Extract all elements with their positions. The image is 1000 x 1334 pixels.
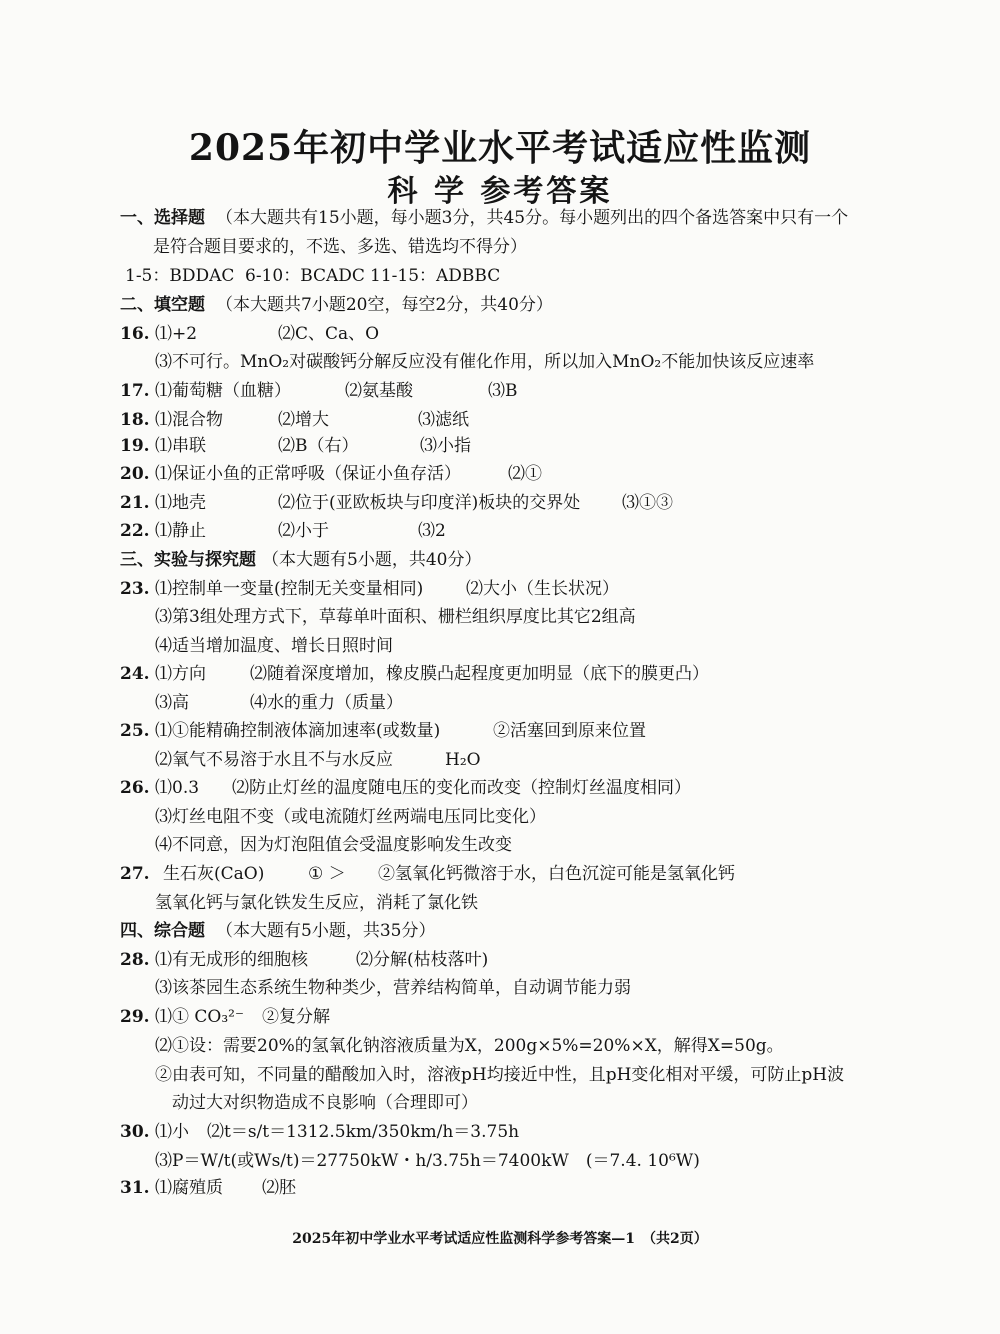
question-16-line2 bbox=[0, 348, 1000, 376]
answer-part-2: ⑵小于 bbox=[278, 521, 329, 541]
answer-part-2: ⑵大小（生长状况） bbox=[466, 579, 619, 599]
answer-part-1: ⑴地壳 bbox=[155, 493, 206, 513]
answer-part-3: ⑵氧气不易溶于水且不与水反应 bbox=[155, 750, 393, 770]
question-number: 24. bbox=[120, 664, 150, 684]
question-23 bbox=[0, 575, 1000, 603]
answer-part-2: ⑵B（右） bbox=[278, 436, 359, 456]
section-3-desc: （本大题有5小题，共40分） bbox=[262, 550, 482, 570]
question-18 bbox=[0, 406, 1000, 434]
question-31 bbox=[0, 1174, 1000, 1202]
section-1-heading bbox=[0, 204, 1000, 232]
question-29 bbox=[0, 1003, 1000, 1031]
question-22 bbox=[0, 517, 1000, 545]
answer-part-4: 氢氧化钙与氯化铁发生反应，消耗了氯化铁 bbox=[155, 893, 478, 913]
answer-part-2: ②复分解 bbox=[262, 1007, 330, 1027]
choice-1-5: 1-5：BDDAC bbox=[125, 266, 235, 286]
question-29-line2 bbox=[0, 1032, 1000, 1060]
section-2-heading bbox=[0, 291, 1000, 319]
answer-part-3: ⑶B bbox=[488, 381, 518, 401]
section-1-desc: （本大题共有15小题，每小题3分，共45分。每小题列出的四个备选答案中只有一个 bbox=[216, 208, 849, 228]
question-28 bbox=[0, 946, 1000, 974]
question-number: 21. bbox=[120, 493, 150, 513]
question-number: 23. bbox=[120, 579, 150, 599]
question-30-line2 bbox=[0, 1147, 1000, 1175]
answer-part-3: ⑶不可行。MnO₂对碳酸钙分解反应没有催化作用，所以加入MnO₂不能加快该反应速率 bbox=[155, 352, 815, 372]
answer-part-1: ⑴小 bbox=[155, 1122, 189, 1142]
question-23-line2 bbox=[0, 603, 1000, 631]
section-2-label: 二、填空题 bbox=[120, 295, 205, 315]
question-25 bbox=[0, 717, 1000, 745]
question-21 bbox=[0, 489, 1000, 517]
answer-part-5: 动过大对织物造成不良影响（合理即可） bbox=[172, 1093, 478, 1113]
question-24-line2 bbox=[0, 689, 1000, 717]
question-number: 27. bbox=[120, 864, 150, 884]
answer-part-3: ⑶2 bbox=[418, 521, 446, 541]
answer-part-3: ⑶该茶园生态系统生物种类少，营养结构简单，自动调节能力弱 bbox=[155, 978, 631, 998]
answer-part-3: ⑶灯丝电阻不变（或电流随灯丝两端电压同比变化） bbox=[155, 807, 546, 827]
question-28-line2 bbox=[0, 974, 1000, 1002]
answer-part-1: ⑴① CO₃²⁻ bbox=[155, 1007, 244, 1027]
question-26 bbox=[0, 774, 1000, 802]
question-24 bbox=[0, 660, 1000, 688]
question-number: 20. bbox=[120, 464, 150, 484]
question-26-line2 bbox=[0, 803, 1000, 831]
answer-part-2: ⑵① bbox=[508, 464, 542, 484]
answer-part-3: ⑶小指 bbox=[420, 436, 471, 456]
section-1-desc-line2: 是符合题目要求的，不选、多选、错选均不得分） bbox=[153, 237, 527, 257]
answer-part-4: ⑷不同意，因为灯泡阻值会受温度影响发生改变 bbox=[155, 835, 512, 855]
page-title: 2025年初中学业水平考试适应性监测 bbox=[188, 127, 812, 169]
section-4-desc: （本大题有5小题，共35分） bbox=[216, 921, 436, 941]
answer-part-3: ⑵①设：需要20%的氢氧化钠溶液质量为X，200g×5%=20%×X，解得X=50g。 bbox=[155, 1036, 784, 1056]
answer-part-1: ⑴+2 bbox=[155, 324, 198, 344]
answer-part-4: ⑷水的重力（质量） bbox=[250, 693, 403, 713]
section-4-label: 四、综合题 bbox=[120, 921, 205, 941]
section-3-label: 三、实验与探究题 bbox=[120, 550, 256, 570]
page-footer: 2025年初中学业水平考试适应性监测科学参考答案—1 （共2页） bbox=[292, 1231, 708, 1247]
answer-part-2: ②活塞回到原来位置 bbox=[493, 721, 646, 741]
answer-part-2: ⑵t＝s/t＝1312.5km/350km/h＝3.75h bbox=[207, 1122, 520, 1142]
answer-part-1: ⑴葡萄糖（血糖） bbox=[155, 381, 291, 401]
answer-part-1: ⑴混合物 bbox=[155, 410, 223, 430]
question-16 bbox=[0, 320, 1000, 348]
question-25-line2 bbox=[0, 746, 1000, 774]
answer-part-3: ⑶第3组处理方式下，草莓单叶面积、栅栏组织厚度比其它2组高 bbox=[155, 607, 636, 627]
question-26-line3 bbox=[0, 831, 1000, 859]
question-number: 16. bbox=[120, 324, 150, 344]
question-number: 17. bbox=[120, 381, 150, 401]
question-number: 28. bbox=[120, 950, 150, 970]
question-17 bbox=[0, 377, 1000, 405]
answer-part-4: ②由表可知，不同量的醋酸加入时，溶液pH均接近中性，且pH变化相对平缓，可防止pH波 bbox=[155, 1065, 845, 1085]
answer-part-4: ⑷适当增加温度、增长日照时间 bbox=[155, 636, 393, 656]
question-27-line2 bbox=[0, 889, 1000, 917]
question-number: 26. bbox=[120, 778, 150, 798]
question-29-line3 bbox=[0, 1061, 1000, 1089]
answer-part-3: ⑶①③ bbox=[622, 493, 673, 513]
answer-part-1: ⑴方向 bbox=[155, 664, 206, 684]
answer-part-3: ②氢氧化钙微溶于水，白色沉淀可能是氢氧化钙 bbox=[378, 864, 735, 884]
answer-part-4: H₂O bbox=[445, 750, 481, 770]
answer-part-2: ⑵C、Ca、O bbox=[278, 324, 380, 344]
answer-part-3: ⑶高 bbox=[155, 693, 189, 713]
section-3-heading bbox=[0, 546, 1000, 574]
answer-part-1: ⑴腐殖质 bbox=[155, 1178, 223, 1198]
page-subtitle: 科 学 参考答案 bbox=[387, 174, 613, 209]
question-27 bbox=[0, 860, 1000, 888]
question-number: 30. bbox=[120, 1122, 150, 1142]
section-1-label: 一、选择题 bbox=[120, 208, 205, 228]
section-2-desc: （本大题共7小题20空，每空2分，共40分） bbox=[216, 295, 553, 315]
question-number: 18. bbox=[120, 410, 150, 430]
question-19 bbox=[0, 432, 1000, 460]
section-4-heading bbox=[0, 917, 1000, 945]
answer-part-2: ⑵氨基酸 bbox=[345, 381, 413, 401]
question-number: 31. bbox=[120, 1178, 150, 1198]
choice-answers bbox=[0, 262, 1000, 290]
answer-part-2: ⑵增大 bbox=[278, 410, 329, 430]
answer-part-2: ⑵胚 bbox=[262, 1178, 296, 1198]
answer-part-1: ⑴0.3 bbox=[155, 778, 200, 798]
question-number: 19. bbox=[120, 436, 150, 456]
section-1-desc-line2-row bbox=[0, 233, 1000, 261]
answer-part-1: ⑴①能精确控制液体滴加速率(或数量) bbox=[155, 721, 441, 741]
answer-part-1: ⑴控制单一变量(控制无关变量相同) bbox=[155, 579, 424, 599]
answer-part-2: ⑵防止灯丝的温度随电压的变化而改变（控制灯丝温度相同） bbox=[232, 778, 691, 798]
answer-part-2: ⑵随着深度增加，橡皮膜凸起程度更加明显（底下的膜更凸） bbox=[250, 664, 709, 684]
answer-part-1: 生石灰(CaO) bbox=[163, 864, 265, 884]
answer-part-1: ⑴静止 bbox=[155, 521, 206, 541]
choice-11-15: 11-15：ADBBC bbox=[370, 266, 501, 286]
question-30 bbox=[0, 1118, 1000, 1146]
answer-part-1: ⑴串联 bbox=[155, 436, 206, 456]
question-20 bbox=[0, 460, 1000, 488]
answer-part-3: ⑶P＝W/t(或Ws/t)＝27750kW・h/3.75h＝7400kW (＝7.4. 10⁶W) bbox=[155, 1151, 700, 1171]
choice-6-10: 6-10：BCADC bbox=[245, 266, 365, 286]
question-number: 29. bbox=[120, 1007, 150, 1027]
question-29-line4 bbox=[0, 1089, 1000, 1117]
question-number: 25. bbox=[120, 721, 150, 741]
question-23-line3 bbox=[0, 632, 1000, 660]
answer-part-2: ⑵分解(枯枝落叶) bbox=[356, 950, 489, 970]
question-number: 22. bbox=[120, 521, 150, 541]
answer-part-3: ⑶滤纸 bbox=[418, 410, 469, 430]
answer-part-2: ① ＞ bbox=[308, 864, 346, 884]
answer-part-2: ⑵位于(亚欧板块与印度洋)板块的交界处 bbox=[278, 493, 581, 513]
answer-part-1: ⑴有无成形的细胞核 bbox=[155, 950, 308, 970]
answer-part-1: ⑴保证小鱼的正常呼吸（保证小鱼存活） bbox=[155, 464, 461, 484]
